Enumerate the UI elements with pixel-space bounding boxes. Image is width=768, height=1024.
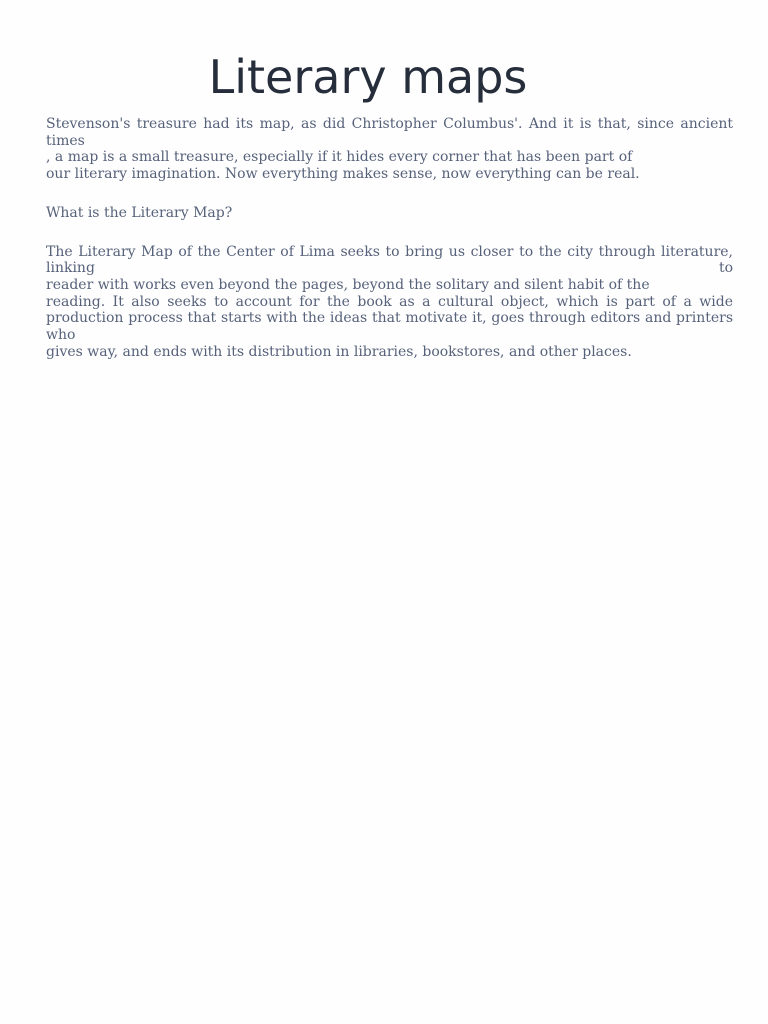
intro-line: , a map is a small treasure, especially if it hides every corner that has been part of xyxy=(46,149,633,166)
body-paragraph xyxy=(46,244,733,361)
page-title: Literary maps xyxy=(208,50,528,104)
body-line: production process that starts with the ideas that motivate it, goes through editors and printers who xyxy=(46,310,733,344)
body-line: reader with works even beyond the pages, beyond the solitary and silent habit of the xyxy=(46,276,650,293)
document-content xyxy=(46,116,733,360)
intro-line: Stevenson's treasure had its map, as did Christopher Columbus'. And it is that, since ancient times xyxy=(46,116,733,149)
body-line: The Literary Map of the Center of Lima seeks to bring us closer to the city through literature, linking to xyxy=(46,243,733,277)
intro-paragraph xyxy=(46,116,733,183)
section-heading: What is the Literary Map? xyxy=(46,204,233,221)
body-line: reading. It also seeks to account for the book as a cultural object, which is part of a wide xyxy=(46,293,733,310)
body-line: gives way, and ends with its distribution in libraries, bookstores, and other places. xyxy=(46,343,632,360)
intro-line: our literary imagination. Now everything makes sense, now everything can be real. xyxy=(46,166,640,183)
